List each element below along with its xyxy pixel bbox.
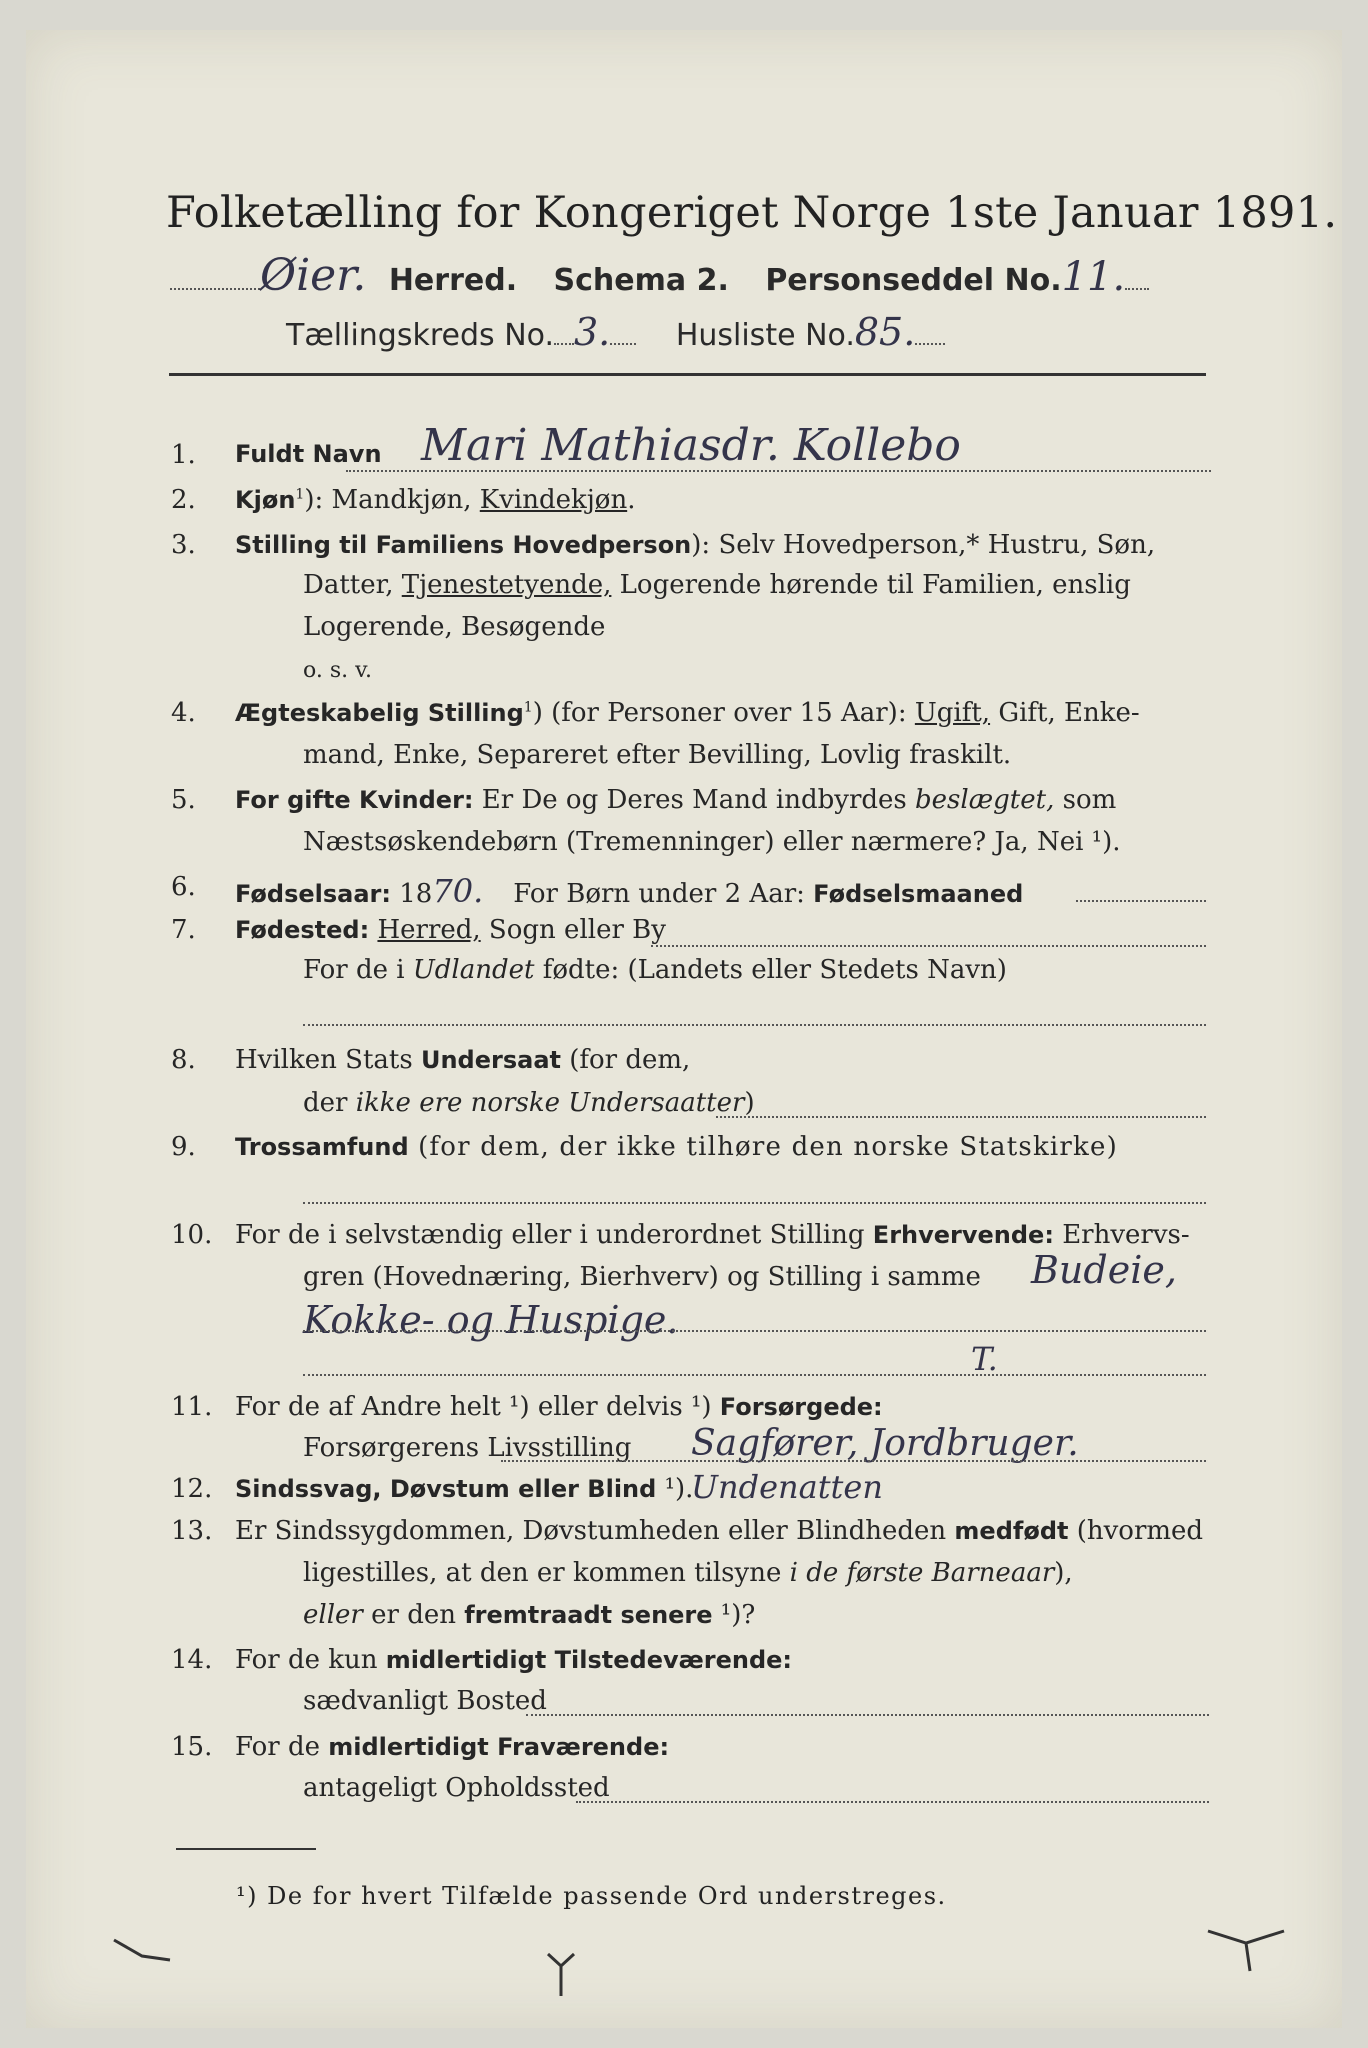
q10-dots-1 [303, 1330, 1206, 1332]
footnote: ¹) De for hvert Tilfælde passende Ord understreges. [236, 1882, 947, 1910]
herred-dots [170, 288, 260, 290]
q3-line2-a: Datter, [303, 570, 402, 600]
q7-num: 7. [171, 915, 196, 945]
q4-line1-end: Gift, Enke- [990, 698, 1140, 728]
q11-dots [501, 1460, 1206, 1462]
q13-fremtraadt: fremtraadt senere [464, 1601, 713, 1629]
q6-fodselsmaaned: Fødselsmaaned [813, 880, 1024, 908]
husliste-value: 85. [854, 310, 916, 354]
q3-line2-b: Logerende hørende til Familien, enslig [611, 570, 1131, 600]
q10-num: 10. [171, 1220, 213, 1250]
q2-kvindekjon: Kvindekjøn [479, 485, 628, 515]
husliste-dots [915, 343, 945, 345]
q15-line2: antageligt Opholdssted [303, 1773, 610, 1803]
q1-num: 1. [171, 440, 196, 470]
q15-fravaerende: midlertidigt Fraværende: [328, 1733, 670, 1761]
q8-line2-b: ) [744, 1088, 755, 1118]
q6-prefix: 18 [391, 879, 433, 909]
footnote-rule [176, 1848, 316, 1850]
q5-line1-end: som [1054, 785, 1117, 815]
q11-line2: Forsørgerens Livsstilling [303, 1433, 632, 1463]
q10-answer2: Kokke- og Huspige. [303, 1298, 679, 1342]
binding-mark-right [1206, 1925, 1286, 1975]
q12-num: 12. [171, 1474, 213, 1504]
q4-line1: ) (for Personer over 15 Aar): [532, 698, 915, 728]
q5-line1: Er De og Deres Mand indbyrdes [473, 785, 916, 815]
q3-line1: ): Selv Hovedperson,* Hustru, Søn, [691, 530, 1156, 560]
q14-dots [526, 1714, 1209, 1716]
personseddel-dots [1125, 288, 1149, 290]
q3-line4: o. s. v. [303, 658, 372, 683]
taellingskreds-dots [554, 343, 574, 345]
q5-num: 5. [171, 785, 196, 815]
personseddel-value: 11. [1061, 254, 1126, 300]
q13-line1-a: Er Sindssygdommen, Døvstumheden eller Blindheden [235, 1516, 955, 1546]
q8-line1-c: (for dem, [560, 1045, 691, 1075]
schema-label: Schema 2. [553, 263, 729, 298]
q8-num: 8. [171, 1045, 196, 1075]
q13-line2-b: ), [1054, 1558, 1073, 1588]
q8-ikke-norske: ikke ere norske Undersaatter [355, 1088, 745, 1118]
q7-rest: Sogn eller By [480, 915, 666, 945]
q10-erhvervende: Erhvervende: [872, 1221, 1054, 1249]
q7-dots [651, 945, 1206, 947]
q2-num: 2. [171, 485, 196, 515]
q10-answer1: Budeie, [1031, 1248, 1177, 1292]
q11-num: 11. [171, 1392, 213, 1422]
taellingskreds-value: 3. [574, 310, 611, 354]
taellingskreds-label: Tællingskreds No. [286, 318, 554, 353]
q10-line1-a: For de i selvstændig eller i underordnet Stilling [235, 1220, 873, 1250]
personseddel-label: Personseddel No. [765, 263, 1062, 298]
q14-tilstedevaerende: midlertidigt Tilstedeværende: [385, 1646, 793, 1674]
q9-rest: (for dem, der ikke tilhøre den norske Statskirke) [408, 1132, 1118, 1162]
q4-num: 4. [171, 698, 196, 728]
q13-eller: eller [303, 1600, 363, 1630]
q10-dots-2 [303, 1374, 1206, 1376]
herred-label: Herred. [388, 263, 518, 298]
q1-label: Fuldt Navn [235, 440, 382, 468]
q13-line3-a: er den [362, 1600, 465, 1630]
q8-line2-a: der [303, 1088, 356, 1118]
q13-num: 13. [171, 1516, 213, 1546]
taellingskreds-dots-end [610, 343, 636, 345]
husliste-label: Husliste No. [675, 318, 855, 353]
binding-mark-center [546, 1950, 576, 2000]
q9-num: 9. [171, 1132, 196, 1162]
q9-label: Trossamfund [235, 1133, 409, 1161]
q9-dots [303, 1202, 1206, 1204]
q8-undersaat: Undersaat [420, 1046, 561, 1074]
q7-line2-a: For de i [303, 955, 413, 985]
q5-beslaegtet: beslægtet, [915, 785, 1055, 815]
q11-forsorgede: Forsørgede: [719, 1393, 883, 1421]
q1-answer: Mari Mathiasdr. Kollebo [421, 420, 961, 471]
q14-line2: sædvanligt Bosted [303, 1686, 547, 1716]
q5-line2: Næstsøskendebørn (Tremenninger) eller nærmere? Ja, Nei ¹). [303, 827, 1121, 857]
q15-line1-a: For de [235, 1732, 329, 1762]
q10-line1-c: Erhvervs- [1053, 1220, 1190, 1250]
q12-rest: ¹). [656, 1474, 694, 1504]
q14-line1-a: For de kun [235, 1645, 386, 1675]
q2-end: . [627, 485, 636, 515]
q11-line1-a: For de af Andre helt ¹) eller delvis ¹) [235, 1392, 720, 1422]
q2-sup: 1 [295, 486, 305, 503]
q4-line2: mand, Enke, Separeret efter Bevilling, Lovlig fraskilt. [303, 740, 1012, 770]
q4-label: Ægteskabelig Stilling [235, 699, 524, 727]
q7-herred: Herred, [377, 915, 481, 945]
q12-answer: Undenatten [691, 1468, 883, 1506]
q8-dots [716, 1116, 1206, 1118]
q2-rest: ): Mandkjøn, [304, 485, 480, 515]
q7-label: Fødested: [235, 916, 370, 944]
taellingskreds-line [286, 310, 945, 354]
herred-value: Øier. [260, 250, 367, 301]
q1-dots [346, 470, 1211, 472]
herred-line [170, 250, 1149, 301]
q12-label: Sindssvag, Døvstum eller Blind [235, 1475, 657, 1503]
q6-rest: For Børn under 2 Aar: [513, 879, 814, 909]
census-form-page: Folketælling for Kongeriget Norge 1ste Januar 1891. Øier. Herred. Schema 2. Personseddel No.11. Tællingskreds No. 3. Husliste No.85. 1. Fuldt Navn Mari Mathiasdr. Kollebo 2. Kjøn$^1$): Mandkjøn, Kvindekjøn. 3. Stilling til Familiens Hovedperson): Selv Hovedperson,* Hustru, Søn, Datter, Tjenestetyende, Logerende hørende til Familien, enslig Logerende, Besøgende o. s. v. 4. Ægteskabelig Stilling$^1$) (for Personer over 15 Aar): Ugift, Gift, Enke- mand, Enke, Separeret efter Bevilling, Lovlig fraskilt. 5. For gifte Kvinder: Er De og Deres Mand indbyrdes beslægtet, som Næstsøskendebørn (Tremenninger) eller nærmere? Ja, Nei ¹). 6. Fødselsaar: 1870. For Børn under 2 Aar: Fødselsmaaned 7. Fødested: Herred, Sogn eller By For de i Udlandet fødte: (Landets eller Stedets Navn) 8. Hvilken Stats Undersaat (for dem, der ikke ere norske Undersaatter) 9. Trossamfund (for dem, der ikke tilhøre den norske Statskirke) 10. For de i selvstændig eller i underordnet Stilling Erhvervende: Erhvervs- gren (Hovednæring, Bierhverv) og Stilling i samme Budeie, Kokke- og Huspige. T. 11. For de af Andre helt ¹) eller delvis ¹) Forsørgede: Forsørgerens Livsstilling Sagfører, Jordbruger. 12. Sindssvag, Døvstum eller Blind ¹). Undenatten 13. Er Sindssygdommen, Døvstumheden eller Blindheden medfødt (hvormed ligestilles, at den er kommen tilsyne i de første Barneaar), eller er den fremtraadt senere ¹)? 14. For de kun midlertidigt Tilstedeværende: sædvanligt Bosted 15. For de midlertidigt Fraværende: antageligt Opholdssted ¹) De for hvert Tilfælde passende Ord understreges. [26, 30, 1342, 2028]
form-title: Folketælling for Kongeriget Norge 1ste Januar 1891. [166, 188, 1338, 238]
q5-label: For gifte Kvinder: [235, 786, 474, 814]
q13-line3-c: ¹)? [712, 1600, 756, 1630]
q8-line1-a: Hvilken Stats [235, 1045, 421, 1075]
q2-label: Kjøn [235, 486, 296, 514]
q4-ugift: Ugift, [914, 698, 991, 728]
q13-barneaar: i de første Barneaar [789, 1558, 1055, 1588]
q3-num: 3. [171, 530, 196, 560]
q15-num: 15. [171, 1732, 213, 1762]
q3-line3: Logerende, Besøgende [303, 612, 606, 642]
q7-line2-b: fødte: (Landets eller Stedets Navn) [534, 955, 1007, 985]
q6-answer: 70. [432, 872, 484, 910]
q3-tjenestetyende: Tjenestetyende, [401, 570, 612, 600]
q7-dots-2 [303, 1024, 1206, 1026]
q6-label: Fødselsaar: [235, 880, 391, 908]
q15-dots [576, 1801, 1209, 1803]
q3-label: Stilling til Familiens Hovedperson [235, 531, 692, 559]
q13-medfodt: medfødt [954, 1517, 1069, 1545]
q13-line2-a: ligestilles, at den er kommen tilsyne [303, 1558, 790, 1588]
q6-num: 6. [171, 872, 196, 902]
q10-line2: gren (Hovednæring, Bierhverv) og Stilling i samme [303, 1262, 981, 1292]
q11-answer: Sagfører, Jordbruger. [691, 1423, 1079, 1464]
header-rule [169, 373, 1206, 376]
q10-answer3: T. [971, 1340, 998, 1378]
q6-dots [1076, 900, 1206, 902]
q13-line1-c: (hvormed [1068, 1516, 1204, 1546]
binding-mark-left [112, 1930, 172, 1970]
q7-udlandet: Udlandet [412, 955, 535, 985]
q14-num: 14. [171, 1645, 213, 1675]
